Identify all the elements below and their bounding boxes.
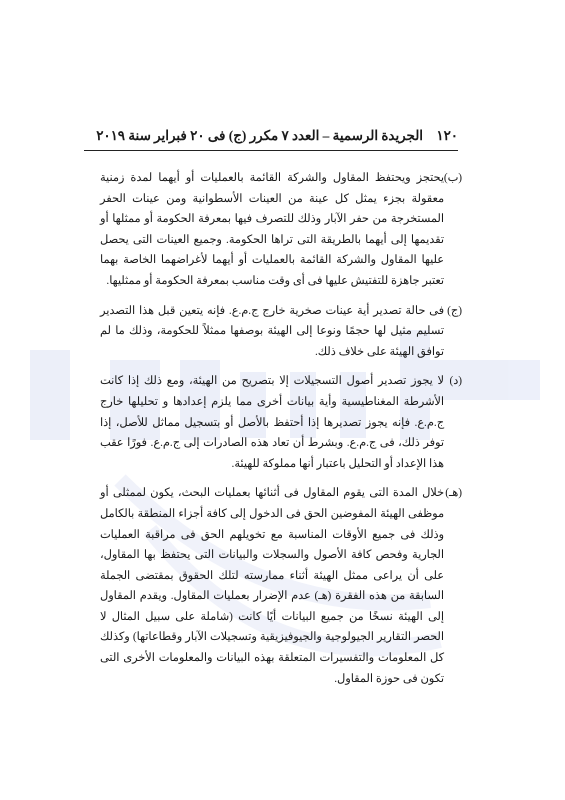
paragraph-d xyxy=(100,371,462,474)
page-number: ١٢٠ xyxy=(436,128,458,143)
document-body xyxy=(100,168,462,698)
watermark-bar xyxy=(30,350,70,440)
paragraph-e xyxy=(100,483,462,689)
paragraph-marker: (ب) xyxy=(443,172,462,184)
paragraph-text: فى حالة تصدير أية عينات صخرية خارج ج.م.ع. فإنه يتعين قبل هذا التصدير تسليم مثيل لها حجمًا ونوعا إلى الهيئة بوصفها ممثلاً للحكومة، وذلك ما لم توافق الهيئة على خلاف ذلك. xyxy=(100,304,444,358)
paragraph-b xyxy=(100,168,462,292)
paragraph-text: لا يجوز تصدير أصول التسجيلات إلا بتصريح من الهيئة، ومع ذلك إذا كانت الأشرطة المغناطيسية وأية بيانات أخرى مما يلزم إعدادها و تحليلها خارج ج.م.ع. فإنه يجوز تصديرها إذا أحتفظ بالأصل أو بتسجيل مماثل للأصل، إذا توفر ذلك، فى ج.م.ع. وبشرط أن تعاد هذه الصادرات إلى ج.م.ع. فورًا عقب هذا الإعداد أو التحليل باعتبار أنها مملوكة للهيئة. xyxy=(100,375,444,470)
header-rule xyxy=(84,150,458,151)
running-header xyxy=(84,128,458,144)
paragraph-marker: (ج) xyxy=(447,304,462,317)
paragraph-marker: (د) xyxy=(449,375,462,388)
paragraph-marker: (هـ) xyxy=(445,487,462,500)
gazette-title: الجريدة الرسمية – العدد ٧ مكرر (ج) فى ٢٠ فبراير سنة ٢٠١٩ xyxy=(96,128,423,143)
paragraph-text: يحتجز ويحتفظ المقاول والشركة القائمة بالعمليات أو أيهما لمدة زمنية معقولة بجزء يمثل كل عينة من العينات الأسطوانية ومن عينات الحفر المستخرجة من حفر الآبار وذلك للتصرف فيها بمعرفة الحكومة أو ممثلها أو تقديمها إلى أيهما بالطريقة التى تراها الحكومة. وجميع العينات التى يحصل عليها المقاول والشركة القائمة بالعمليات أو أيهما لأغراضهما الخاصة بهما تعتبر جاهزة للتفتيش عليها فى أى وقت مناسب بمعرفة الحكومة أو ممثليها. xyxy=(100,172,444,287)
paragraph-c xyxy=(100,301,462,363)
paragraph-text: خلال المدة التى يقوم المقاول فى أثنائها بعمليات البحث، يكون لممثلى أو موظفى الهيئة المفوضين الحق فى الدخول إلى كافة أجزاء المنطقة بالكامل وذلك فى جميع الأوقات المناسبة مع تخويلهم الحق فى مراقبة العمليات الجارية وفحص كافة الأصول والسجلات والبيانات التى يحتفظ بها المقاول، على أن يراعى ممثل الهيئة أثناء ممارسته لتلك الحقوق بمقتضى الجملة السابقة من هذه الفقرة (هـ) عدم الإضرار بعمليات المقاول. ويقدم المقاول إلى الهيئة نسخًا من جميع البيانات أيًا كانت (شاملة على سبيل المثال لا الحصر التقارير الجيولوجية والجيوفيزيقية وتسجيلات الآبار وقطاعاتها) وكذلك كل المعلومات والتفسيرات المتعلقة بهذه البيانات والمعلومات الأخرى التى تكون فى حوزة المقاول. xyxy=(100,487,444,685)
